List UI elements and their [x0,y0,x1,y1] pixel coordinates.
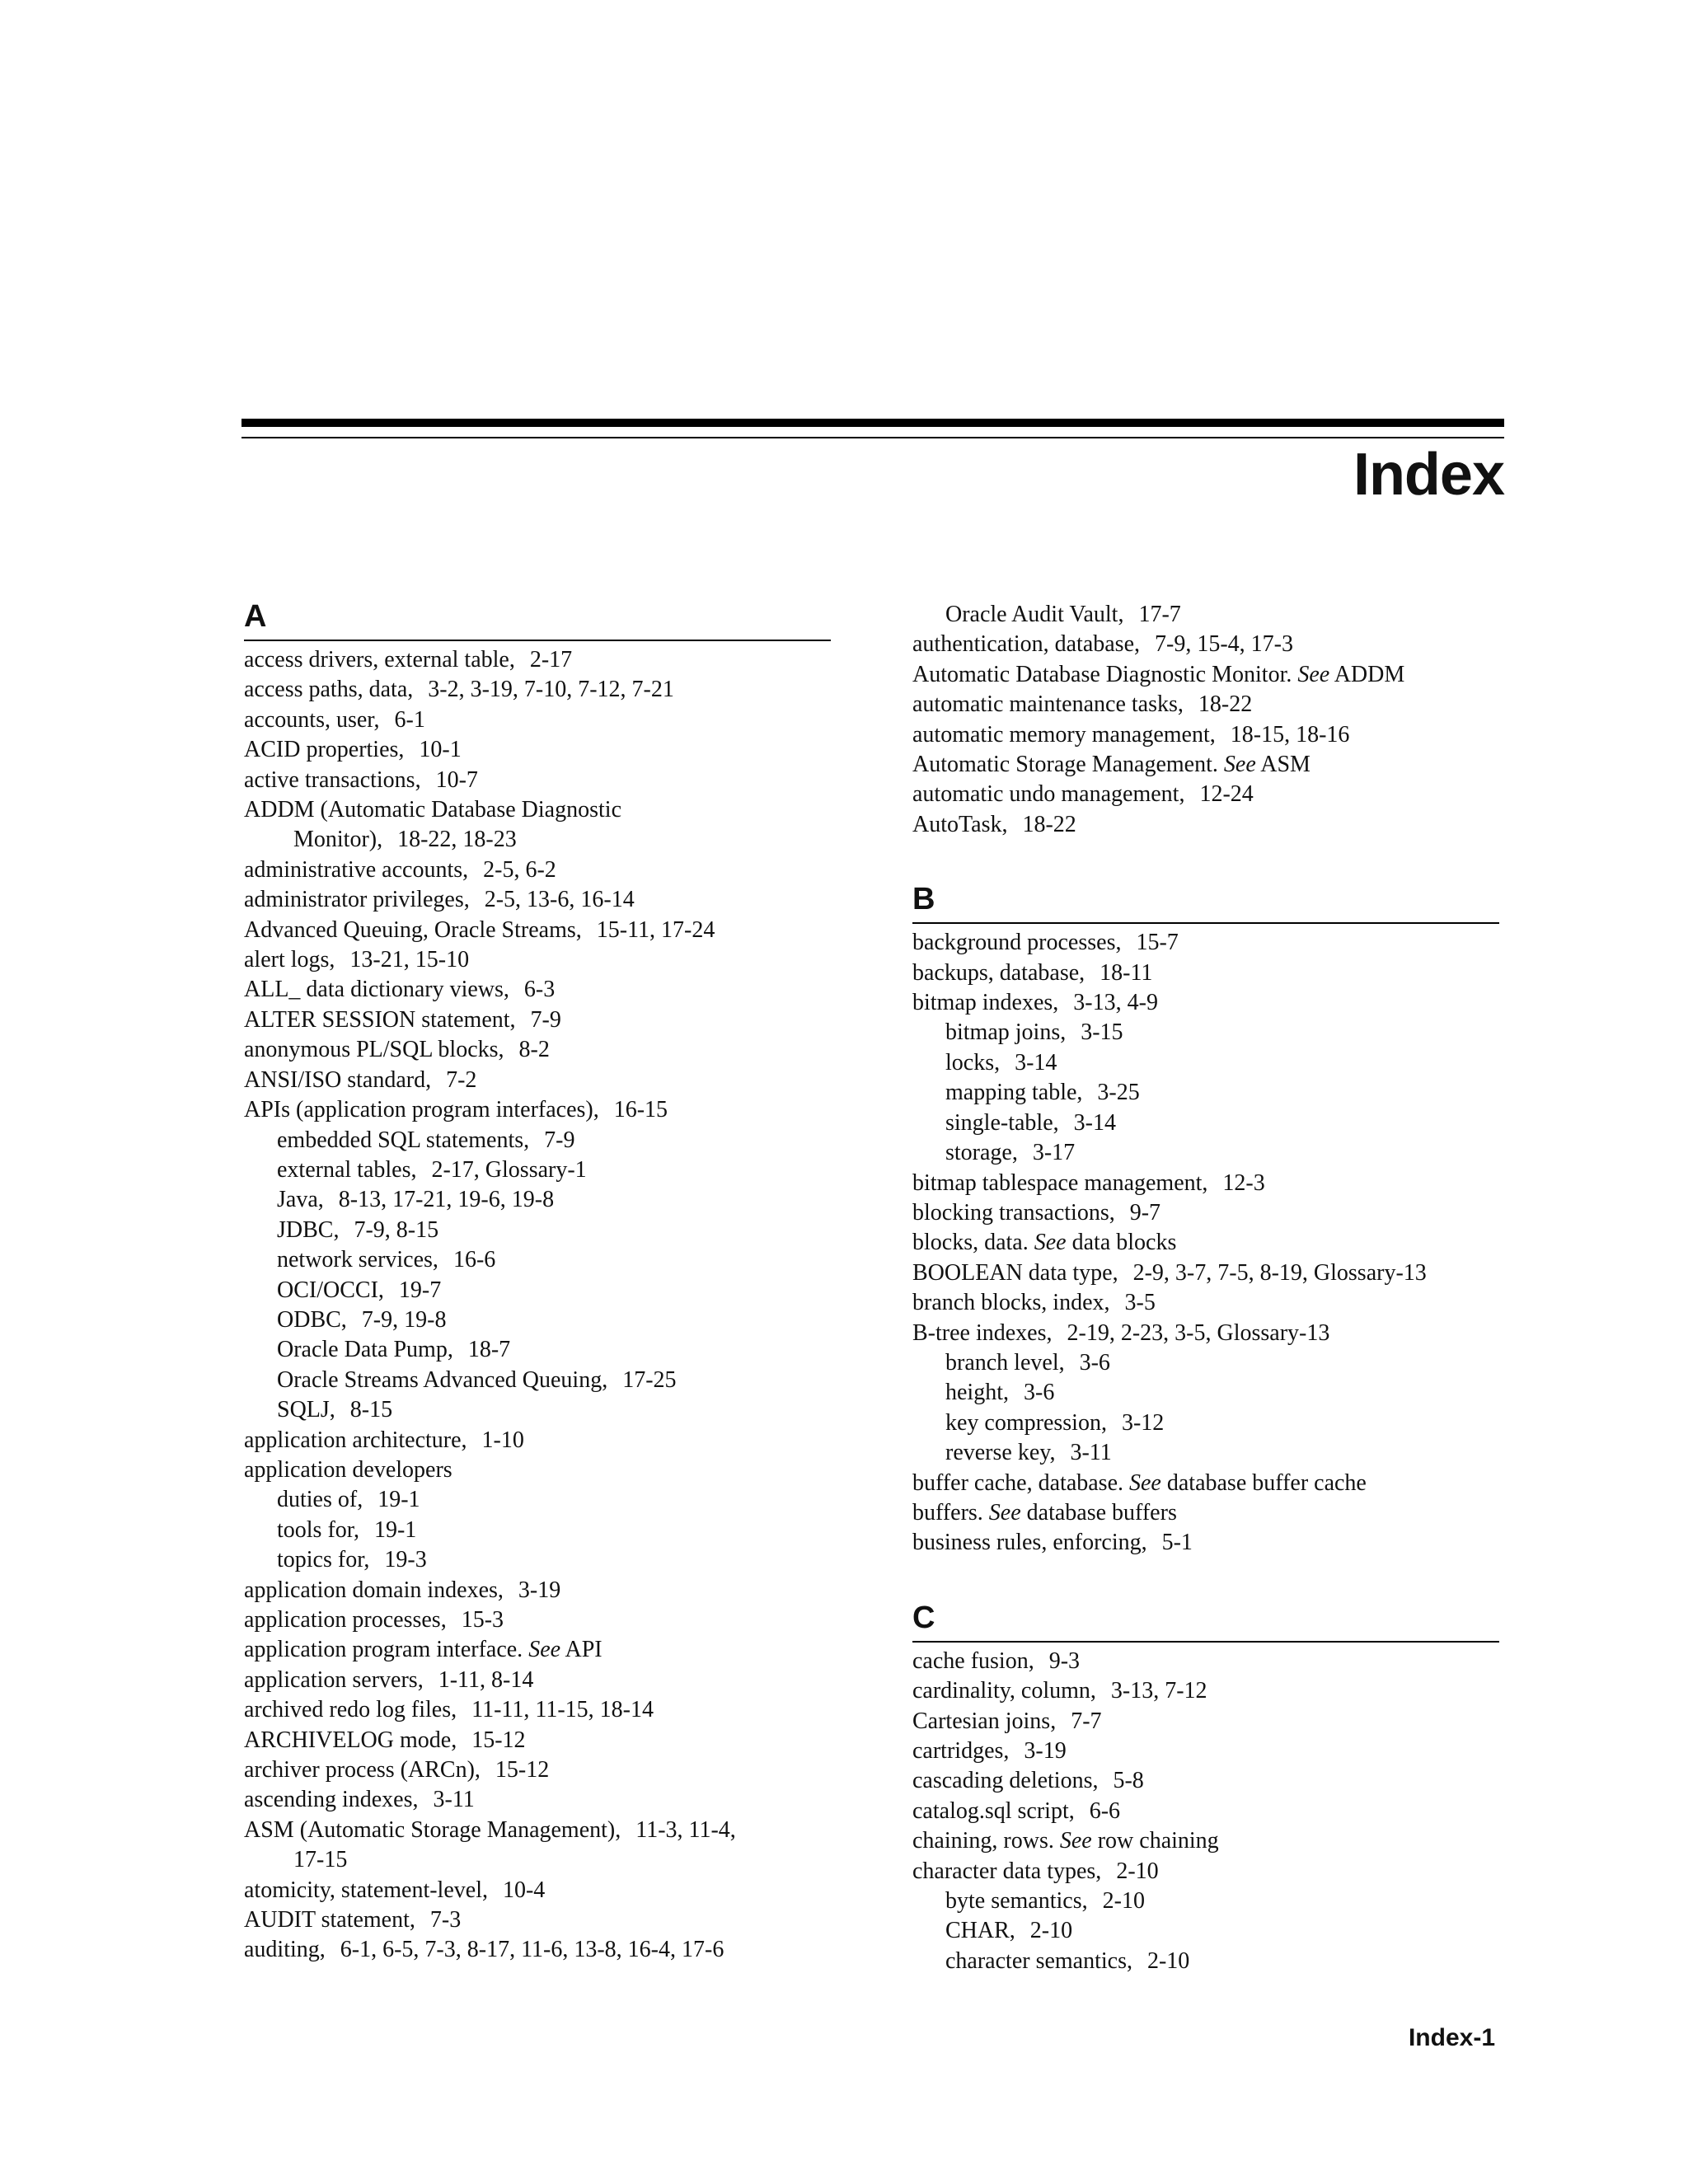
title-rule-thick [241,419,1504,427]
entry-term: B-tree indexes, [912,1319,1053,1346]
index-subentry [912,1378,1506,1408]
entry-pages: 7-2 [446,1066,477,1093]
entry-term: application program interface. [244,1637,523,1663]
entry-term: buffer cache, database. [912,1469,1123,1496]
index-entry [244,1666,837,1695]
index-entry [244,1845,837,1875]
entry-term: business rules, enforcing, [912,1530,1147,1556]
index-section [244,593,837,1966]
index-entry [244,1755,837,1785]
entry-term: blocks, data. [912,1230,1029,1256]
entry-pages: 3-15 [1081,1019,1123,1046]
index-entry [912,1676,1506,1706]
entry-term: Oracle Data Pump, [277,1337,453,1363]
index-entry [244,795,837,825]
index-subentry [244,1305,837,1335]
see-reference-label: See [1034,1230,1067,1256]
entry-pages: 11-11, 11-15, 18-14 [471,1697,654,1723]
entry-pages: 3-19 [518,1577,561,1603]
see-reference-label: See [528,1637,561,1663]
index-entry [912,1826,1506,1856]
entry-term: application processes, [244,1607,447,1633]
entry-pages: 7-9, 15-4, 17-3 [1155,631,1293,658]
index-subentry [244,1545,837,1575]
entry-term: branch blocks, index, [912,1290,1110,1316]
entry-term: ACID properties, [244,737,405,763]
entry-pages: 1-10 [481,1427,524,1453]
entry-term: access drivers, external table, [244,647,515,673]
entry-term: bitmap joins, [945,1019,1067,1046]
entry-pages: 2-17, Glossary-1 [431,1156,587,1183]
entry-term: application servers, [244,1666,424,1693]
index-entry [244,1066,837,1095]
index-subentry [912,1078,1506,1108]
entry-pages: 18-22 [1022,811,1076,837]
entry-term: APIs (application program interfaces), [244,1097,599,1123]
index-entry [912,750,1506,780]
index-entry [244,1785,837,1815]
entry-pages: 3-11 [433,1787,475,1813]
entry-term: application architecture, [244,1427,467,1453]
entry-term: locks, [945,1049,1001,1076]
index-entry [244,675,837,705]
entry-pages: 18-11 [1100,959,1153,986]
index-entry [244,916,837,945]
entry-pages: 3-17 [1032,1140,1076,1166]
index-entry [912,1498,1506,1528]
index-subentry [912,1438,1506,1468]
entry-pages: 15-11, 17-24 [596,916,715,943]
entry-term: key compression, [945,1409,1107,1436]
entry-pages: 17-7 [1138,602,1181,627]
index-entry [912,1198,1506,1228]
see-reference-label: See [988,1499,1021,1526]
entry-term: administrator privileges, [244,887,470,913]
entry-pages: 3-19 [1024,1738,1067,1764]
see-reference-label: See [1129,1469,1161,1496]
entry-term: branch level, [945,1349,1065,1376]
index-subentry [244,1185,837,1215]
index-entry [912,1797,1506,1826]
index-entry [244,1576,837,1605]
entry-term: anonymous PL/SQL blocks, [244,1037,504,1063]
entry-pages: 3-6 [1079,1349,1110,1376]
index-entry [244,1455,837,1485]
entry-pages: 5-1 [1161,1530,1193,1556]
index-subentry [244,1395,837,1425]
index-entry [912,690,1506,719]
index-entry [244,1876,837,1905]
entry-term: cache fusion, [912,1647,1034,1674]
entry-term: CHAR, [945,1918,1015,1944]
entry-term: Java, [277,1187,324,1213]
title-rule-thin [241,437,1504,438]
entry-pages: 18-22 [1198,691,1253,718]
entry-term: character data types, [912,1858,1102,1884]
index-entry [912,1766,1506,1796]
entry-pages: 13-21, 15-10 [349,947,470,973]
entry-pages: 6-6 [1089,1797,1121,1824]
entry-pages: 3-2, 3-19, 7-10, 7-12, 7-21 [428,677,674,703]
entry-pages: 5-8 [1113,1768,1144,1794]
index-entry [912,1647,1506,1676]
entry-pages: 2-17 [529,647,573,673]
index-subentry [244,1276,837,1305]
entry-term: Automatic Storage Management. [912,752,1218,778]
entry-pages: 19-1 [377,1487,420,1513]
index-entry [244,945,837,975]
entry-term: automatic memory management, [912,721,1216,748]
entry-term: ASM (Automatic Storage Management), [244,1816,621,1843]
entry-pages: 7-3 [429,1907,462,1933]
entry-pages: 2-19, 2-23, 3-5, Glossary-13 [1067,1319,1330,1346]
see-reference-label: See [1297,661,1330,687]
index-entry [912,988,1506,1018]
section-letter: A [244,593,831,641]
entry-pages: 16-6 [452,1247,496,1273]
entry-term: automatic undo management, [912,781,1185,808]
index-entry [244,1695,837,1725]
entry-pages: 3-14 [1015,1049,1057,1076]
entry-term: atomicity, statement-level, [244,1877,488,1903]
index-entry [244,885,837,915]
entry-pages: 10-7 [435,766,478,793]
index-subentry [912,1916,1506,1946]
entry-pages: 10-4 [502,1877,546,1903]
index-entry [912,1707,1506,1736]
entry-term: Automatic Database Diagnostic Monitor. [912,661,1292,687]
index-entry [912,720,1506,750]
entry-term: active transactions, [244,766,421,793]
entry-pages: 8-2 [518,1037,550,1063]
entry-pages: 9-3 [1048,1647,1081,1674]
entry-pages: 12-3 [1222,1169,1265,1196]
index-entry [912,1857,1506,1886]
entry-term: Cartesian joins, [912,1708,1057,1734]
entry-term: access paths, data, [244,677,414,703]
entry-term: character semantics, [945,1947,1132,1974]
index-section [912,600,1506,840]
index-entry [912,630,1506,659]
see-reference-target: database buffers [1026,1499,1177,1526]
entry-pages: 7-9 [544,1127,575,1153]
index-entry [244,1726,837,1755]
entry-term: cascading deletions, [912,1768,1099,1794]
section-letter: B [912,876,1499,924]
index-subentry [912,1108,1506,1138]
entry-term: ADDM (Automatic Database Diagnostic [244,797,621,823]
entry-term: height, [945,1380,1009,1406]
entry-term: BOOLEAN data type, [912,1259,1118,1286]
entry-term: catalog.sql script, [912,1797,1075,1824]
entry-pages: 3-11 [1070,1440,1112,1466]
entry-pages: 19-1 [373,1516,417,1543]
entry-term: background processes, [912,930,1122,956]
entry-pages: 19-3 [384,1547,427,1573]
entry-term: cardinality, column, [912,1678,1096,1704]
entry-pages: 17-25 [622,1366,677,1393]
index-entry [244,825,837,855]
see-reference-target: API [565,1637,603,1663]
entry-pages: 1-11, 8-14 [438,1666,534,1693]
index-entry [244,1095,837,1125]
see-reference-label: See [1059,1828,1092,1854]
index-entry [912,1169,1506,1198]
index-entry [244,1035,837,1065]
index-entry [244,1605,837,1635]
index-section [912,876,1506,1558]
entry-pages: 7-7 [1071,1708,1102,1734]
entry-pages: 9-7 [1129,1199,1161,1226]
entry-term: Oracle Audit Vault, [945,602,1124,627]
index-column-right [912,600,1506,2013]
entry-pages: 6-1, 6-5, 7-3, 8-17, 11-6, 13-8, 16-4, 17-6 [340,1937,724,1963]
entry-pages: 7-9, 19-8 [361,1306,447,1333]
entry-term: storage, [945,1140,1018,1166]
entry-pages: 2-10 [1146,1947,1190,1974]
entry-pages: 2-10 [1029,1918,1073,1944]
entry-term: accounts, user, [244,706,380,733]
index-entry [244,766,837,795]
index-subentry [244,1485,837,1515]
index-entry [244,1905,837,1935]
index-subentry [912,600,1506,630]
page-title: Index [1353,442,1504,508]
entry-term: ascending indexes, [244,1787,419,1813]
index-entry [912,1288,1506,1318]
entry-pages: 2-10 [1102,1888,1145,1915]
entry-pages: 3-13, 4-9 [1073,990,1158,1016]
index-subentry [912,1947,1506,1976]
entry-term: external tables, [277,1156,417,1183]
entry-term: ANSI/ISO standard, [244,1066,432,1093]
entry-term: 17-15 [293,1847,348,1873]
index-subentry [912,1408,1506,1438]
entry-pages: 10-1 [419,737,462,763]
entry-pages: 2-5, 13-6, 16-14 [484,887,635,913]
see-reference-target: database buffer cache [1166,1469,1367,1496]
entry-pages: 3-5 [1124,1290,1156,1316]
page-footer: Index-1 [1408,2024,1495,2051]
index-entry [244,645,837,675]
entry-term: bitmap indexes, [912,990,1059,1016]
see-reference-target: ASM [1260,752,1311,778]
entry-pages: 15-12 [495,1757,550,1783]
index-entry [244,1816,837,1845]
entry-term: tools for, [277,1516,359,1543]
entry-pages: 3-13, 7-12 [1110,1678,1207,1704]
index-entry [912,1736,1506,1766]
index-entry [912,810,1506,840]
entry-term: chaining, rows. [912,1828,1054,1854]
entry-pages: 7-9, 8-15 [354,1216,439,1243]
entry-term: duties of, [277,1487,363,1513]
entry-pages: 8-13, 17-21, 19-6, 19-8 [338,1187,555,1213]
section-letter: C [912,1595,1499,1643]
entry-term: AutoTask, [912,811,1008,837]
index-subentry [244,1216,837,1245]
entry-term: bitmap tablespace management, [912,1169,1208,1196]
entry-term: ALTER SESSION statement, [244,1006,516,1033]
index-entry [244,1635,837,1665]
entry-term: cartridges, [912,1738,1010,1764]
index-subentry [244,1245,837,1275]
index-subentry [912,1348,1506,1378]
index-section [912,1595,1506,1976]
index-subentry [912,1886,1506,1916]
entry-pages: 8-15 [349,1397,393,1423]
entry-term: Oracle Streams Advanced Queuing, [277,1366,608,1393]
index-entry [244,855,837,885]
see-reference-target: data blocks [1071,1230,1177,1256]
index-entry [912,928,1506,958]
index-entry [912,1469,1506,1498]
index-subentry [244,1516,837,1545]
entry-term: topics for, [277,1547,370,1573]
see-reference-target: row chaining [1097,1828,1219,1854]
index-entry [912,1528,1506,1558]
index-entry [244,1426,837,1455]
index-entry [244,1005,837,1035]
entry-term: archived redo log files, [244,1697,457,1723]
entry-pages: 12-24 [1199,781,1254,808]
see-reference-target: ADDM [1334,661,1405,687]
index-entry [912,660,1506,690]
entry-term: byte semantics, [945,1888,1088,1915]
entry-term: OCI/OCCI, [277,1277,384,1303]
entry-term: embedded SQL statements, [277,1127,530,1153]
index-subentry [912,1018,1506,1047]
index-subentry [244,1335,837,1365]
entry-term: JDBC, [277,1216,340,1243]
entry-term: Monitor), [293,827,383,853]
entry-term: SQLJ, [277,1397,335,1423]
index-subentry [244,1366,837,1395]
entry-pages: 2-10 [1116,1858,1159,1884]
index-entry [244,1935,837,1965]
entry-pages: 6-1 [394,706,425,733]
entry-pages: 3-25 [1097,1080,1140,1106]
entry-pages: 16-15 [613,1097,668,1123]
entry-term: authentication, database, [912,631,1140,658]
index-entry [912,958,1506,988]
index-entry [912,780,1506,809]
entry-pages: 18-15, 18-16 [1230,721,1350,748]
entry-term: ALL_ data dictionary views, [244,977,509,1003]
index-entry [912,1319,1506,1348]
entry-pages: 11-3, 11-4, [635,1816,736,1843]
entry-pages: 3-6 [1024,1380,1055,1406]
index-subentry [244,1155,837,1185]
entry-pages: 2-9, 3-7, 7-5, 8-19, Glossary-13 [1132,1259,1427,1286]
entry-term: backups, database, [912,959,1085,986]
entry-pages: 15-7 [1136,930,1179,956]
entry-term: buffers. [912,1499,983,1526]
entry-pages: 7-9 [530,1006,561,1033]
entry-term: ODBC, [277,1306,347,1333]
entry-term: automatic maintenance tasks, [912,691,1184,718]
entry-term: blocking transactions, [912,1199,1115,1226]
see-reference-label: See [1223,752,1256,778]
entry-pages: 3-14 [1073,1109,1116,1136]
entry-term: AUDIT statement, [244,1907,415,1933]
index-column-left [244,593,837,2002]
entry-term: single-table, [945,1109,1059,1136]
entry-pages: 18-22, 18-23 [397,827,517,853]
entry-term: application domain indexes, [244,1577,504,1603]
entry-pages: 15-3 [461,1607,504,1633]
entry-term: application developers [244,1456,452,1483]
entry-term: network services, [277,1247,438,1273]
index-subentry [912,1048,1506,1078]
entry-term: ARCHIVELOG mode, [244,1727,457,1753]
entry-term: auditing, [244,1937,326,1963]
index-entry [912,1258,1506,1288]
index-entry [912,1228,1506,1258]
entry-pages: 19-7 [398,1277,442,1303]
entry-term: archiver process (ARCn), [244,1757,481,1783]
index-entry [244,975,837,1005]
entry-term: reverse key, [945,1440,1056,1466]
entry-pages: 3-12 [1121,1409,1165,1436]
index-entry [244,705,837,735]
index-subentry [912,1138,1506,1168]
entry-pages: 15-12 [471,1727,526,1753]
index-entry [244,735,837,765]
entry-term: mapping table, [945,1080,1083,1106]
entry-term: Advanced Queuing, Oracle Streams, [244,916,582,943]
entry-pages: 18-7 [467,1337,511,1363]
entry-pages: 2-5, 6-2 [483,856,556,883]
entry-pages: 6-3 [523,977,556,1003]
index-subentry [244,1126,837,1155]
entry-term: administrative accounts, [244,856,469,883]
entry-term: alert logs, [244,947,335,973]
